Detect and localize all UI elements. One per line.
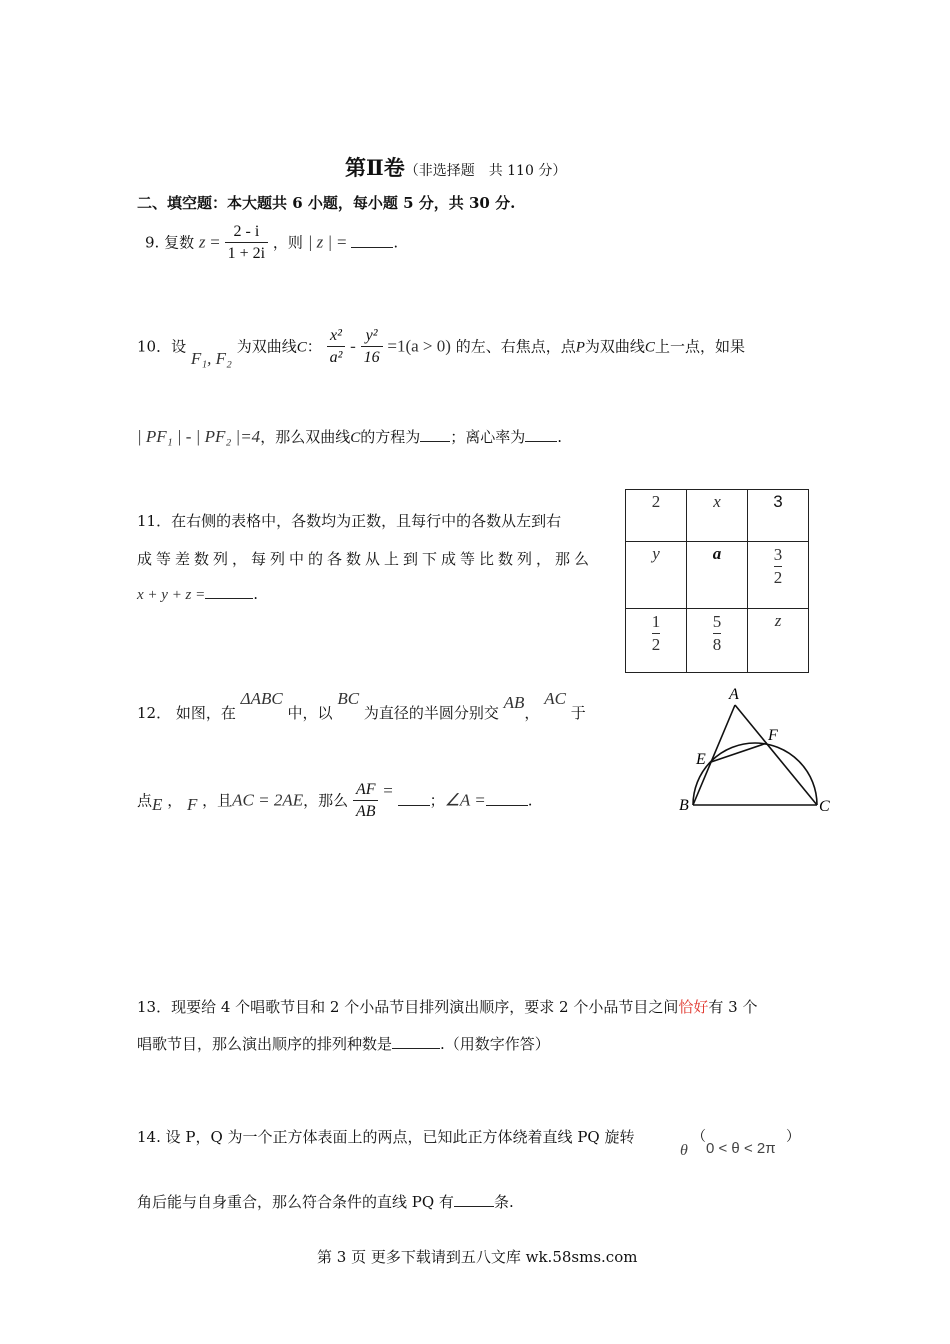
section-subtitle: （非选择题 共 110 分） (404, 163, 567, 179)
table-cell: 3 (748, 490, 809, 542)
q14-theta: θ (680, 1142, 688, 1159)
q12-text-e: 点 (137, 791, 153, 810)
question-13-line1 (137, 996, 757, 1017)
q12-comma: ， (524, 704, 540, 722)
q10-eccentricity-blank[interactable] (525, 427, 557, 442)
q11-number-table (625, 489, 809, 673)
table-fraction (713, 611, 722, 656)
q12-fraction (353, 780, 379, 823)
fraction-den: 8 (712, 635, 722, 654)
semicircle-arc (693, 743, 817, 805)
q12-figure (675, 680, 845, 820)
q13-text-a: 13．现要给 4 个唱歌节目和 2 个小品节目排列演出顺序，要求 2 个小品节目之间 (137, 998, 679, 1016)
question-11-line3 (137, 584, 258, 604)
q14-angle-group (680, 1126, 805, 1166)
q10-rhs: =1(a > 0) (387, 336, 451, 356)
q13-text-b: 有 3 个 (708, 998, 758, 1016)
q12-bc: BC (337, 689, 360, 708)
q9-abs: | z | (307, 232, 333, 252)
q12-end: . (527, 791, 533, 810)
q14-text-b: 角后能与自身重合，那么符合条件的直线 PQ 有 (137, 1193, 454, 1211)
q12-ac: AC (544, 689, 566, 708)
q12-text-c: 为直径的半圆分别交 (363, 704, 499, 722)
q10-curve: C (296, 339, 307, 356)
q12-e: E (152, 794, 163, 814)
question-14-line2 (137, 1191, 514, 1212)
q14-text-a: 14. 设 P，Q 为一个正方体表面上的两点，已知此正方体绕着直线 PQ 旋转 (137, 1128, 635, 1146)
page-footer: 第 3 页 更多下载请到五八文库 wk.58sms.com (317, 1248, 638, 1266)
q11-end: . (253, 585, 259, 603)
q12-angle-blank[interactable] (486, 791, 528, 806)
q14-range: 0 < θ < 2π (706, 1140, 776, 1157)
table-fraction (774, 544, 783, 589)
label-b: B (679, 797, 689, 814)
q10-y-num: y² (365, 327, 378, 344)
question-12-line2 (137, 780, 532, 823)
table-fraction (652, 611, 661, 656)
q10-minus: - (350, 336, 356, 356)
q14-paren-open: （ (692, 1129, 706, 1145)
table-cell: z (748, 609, 809, 673)
segment-ac (735, 705, 817, 805)
q12-frac-den: AB (353, 800, 379, 823)
q10-text-e: 上一点，如果 (654, 337, 745, 356)
q9-fraction (225, 222, 268, 265)
q12-eq: = (383, 780, 393, 800)
q10-end: . (557, 428, 563, 446)
q10-curve-3: C (350, 430, 361, 446)
q14-paren-close: ） (786, 1129, 800, 1145)
q10-text-g: 的方程为 (360, 428, 421, 446)
q12-triangle: ΔABC (240, 689, 283, 708)
q12-frac-num: AF (355, 781, 376, 798)
table-cell: 2 (626, 490, 687, 542)
q10-text-h: ；离心率为 (450, 428, 526, 446)
q9-eq: = (210, 232, 220, 252)
q12-text-b: 中，以 (287, 704, 333, 722)
q10-y-fraction (361, 326, 383, 369)
q9-middle: ，则 (272, 233, 303, 252)
q9-num: 2 - i (233, 223, 260, 240)
table-cell (687, 609, 748, 673)
fraction-den: 2 (773, 568, 783, 587)
q9-var: z (198, 232, 206, 252)
q11-expr: x + y + z = (137, 587, 206, 603)
q12-condition: AC = 2AE (232, 790, 304, 810)
table-cell: a (687, 542, 748, 609)
part-header: 二、填空题：本大题共 6 小题，每小题 5 分，共 30 分. (137, 194, 516, 212)
q11-answer-blank[interactable] (205, 584, 253, 599)
label-c: C (819, 798, 830, 815)
fraction-num: 3 (773, 545, 783, 564)
fraction-den: 2 (651, 635, 661, 654)
q12-text-d: 于 (570, 704, 586, 722)
q12-prefix: 12． 如图，在 (137, 704, 236, 722)
q12-ratio-blank[interactable] (398, 791, 430, 806)
section-title (345, 152, 566, 182)
q9-answer-blank[interactable] (351, 233, 393, 248)
fraction-num: 1 (651, 612, 661, 631)
q9-end: . (393, 233, 399, 252)
table-cell (748, 542, 809, 609)
table-cell: y (626, 542, 687, 609)
question-11-line2: 成等差数列，每列中的各数从上到下成等比数列，那么 (137, 550, 594, 568)
q12-text-g: ，那么 (303, 791, 349, 810)
question-14-line1 (137, 1126, 634, 1147)
q10-colon: ： (306, 337, 322, 356)
q12-text-f: ，且 (202, 791, 233, 810)
label-f: F (768, 727, 778, 744)
q10-y-den: 16 (361, 346, 383, 369)
q13-text-d: .（用数字作答） (440, 1035, 550, 1053)
q12-semi: ； (429, 791, 445, 810)
q9-prefix: 9. 复数 (145, 233, 195, 252)
fraction-num: 5 (712, 612, 722, 631)
q10-x-fraction (327, 326, 346, 369)
q10-x-den: a² (327, 346, 346, 369)
q13-answer-blank[interactable] (392, 1034, 440, 1049)
q10-text-c: 的左、右焦点，点 (455, 337, 576, 356)
question-10-line2 (137, 426, 562, 447)
q10-x-num: x² (330, 327, 342, 344)
q10-condition: | PF₁ | - | PF₂ |=4 (137, 427, 261, 446)
q14-answer-blank[interactable] (454, 1192, 494, 1207)
label-e: E (696, 751, 706, 768)
q10-prefix: 10．设 (137, 337, 187, 356)
question-11-line1: 11．在右侧的表格中，各数均为正数，且每行中的各数从左到右 (137, 512, 562, 530)
label-a: A (729, 686, 739, 703)
table-cell: x (687, 490, 748, 542)
table-cell (626, 609, 687, 673)
segment-ef (711, 743, 767, 762)
q12-angle: ∠A = (444, 790, 486, 810)
section-title-main: 第Ⅱ卷 (345, 155, 405, 180)
q10-point: P (575, 339, 585, 356)
q12-comma-2: ， (167, 791, 183, 810)
question-13-line2 (137, 1033, 550, 1054)
q10-foci: F₁, F₂ (190, 348, 232, 368)
q10-text-f: ，那么双曲线 (260, 428, 351, 446)
question-12-line1 (137, 689, 586, 723)
q12-f: F (186, 794, 198, 814)
question-9 (145, 222, 398, 265)
question-10-line1 (137, 326, 745, 369)
q10-equation-blank[interactable] (420, 427, 450, 442)
q13-text-c: 唱歌节目，那么演出顺序的排列种数是 (137, 1035, 393, 1053)
q9-den: 1 + 2i (225, 242, 268, 265)
q14-text-c: 条. (493, 1193, 514, 1211)
q10-text-d: 为双曲线 (584, 337, 645, 356)
q10-curve-2: C (644, 339, 655, 356)
q13-highlight: 恰好 (678, 998, 709, 1016)
q9-tail-eq: = (336, 232, 347, 252)
q10-text-b: 为双曲线 (236, 337, 297, 356)
q12-ab: AB (503, 693, 525, 712)
